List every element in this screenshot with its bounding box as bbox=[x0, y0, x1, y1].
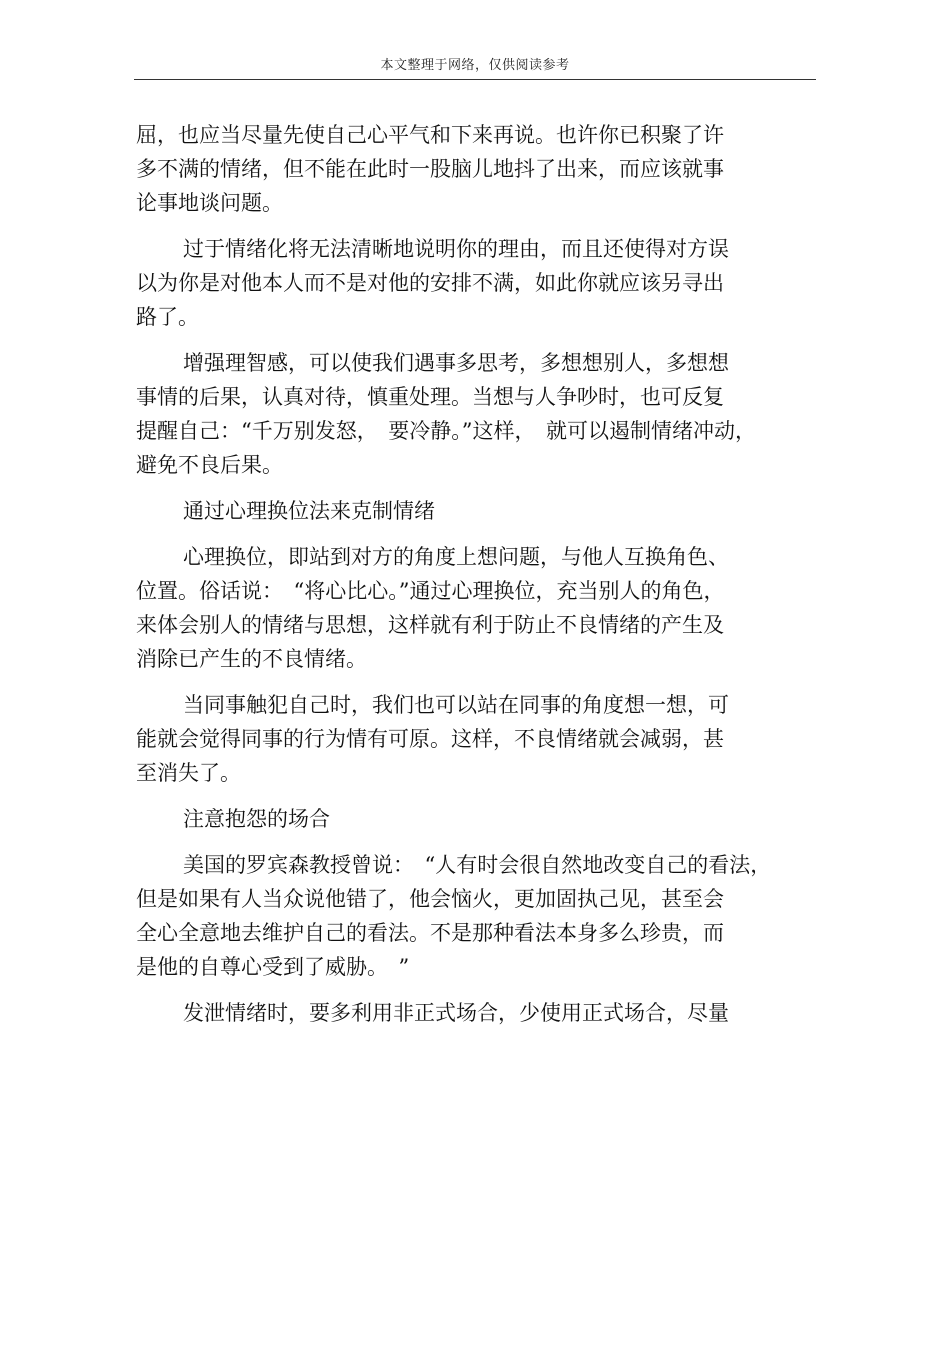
text-line: 位置。俗话说： “将心比心。”通过心理换位，充当别人的角色， bbox=[136, 579, 725, 603]
text-line: 消除已产生的不良情绪。 bbox=[136, 647, 367, 671]
text-line: 至消失了。 bbox=[136, 761, 241, 785]
text-line: 避免不良后果。 bbox=[136, 453, 283, 477]
header-divider bbox=[134, 79, 816, 80]
document-body bbox=[136, 118, 816, 1030]
text-line: 来体会别人的情绪与思想，这样就有利于防止不良情绪的产生及 bbox=[136, 613, 724, 637]
paragraph bbox=[136, 232, 816, 334]
text-line: 美国的罗宾森教授曾说： “人有时会很自然地改变自己的看法， bbox=[183, 853, 772, 877]
text-line: 屈，也应当尽量先使自己心平气和下来再说。也许你已积聚了许 bbox=[136, 123, 724, 147]
paragraph bbox=[136, 688, 816, 790]
text-line: 以为你是对他本人而不是对他的安排不满，如此你就应该另寻出 bbox=[136, 271, 724, 295]
text-line: 是他的自尊心受到了威胁。 ” bbox=[136, 955, 410, 979]
text-line: 但是如果有人当众说他错了，他会恼火，更加固执己见，甚至会 bbox=[136, 887, 724, 911]
paragraph bbox=[136, 346, 816, 482]
text-line: 心理换位，即站到对方的角度上想问题，与他人互换角色、 bbox=[183, 545, 729, 569]
section-heading bbox=[136, 802, 816, 836]
section-heading bbox=[136, 494, 816, 528]
text-line: 多不满的情绪，但不能在此时一股脑儿地抖了出来，而应该就事 bbox=[136, 157, 724, 181]
text-line: 提醒自己：“千万别发怒， 要冷静。”这样， 就可以遏制情绪冲动， bbox=[136, 419, 756, 443]
paragraph bbox=[136, 118, 816, 220]
text-line: 事情的后果，认真对待，慎重处理。当想与人争吵时，也可反复 bbox=[136, 385, 724, 409]
paragraph bbox=[136, 540, 816, 676]
text-line: 全心全意地去维护自己的看法。不是那种看法本身多么珍贵，而 bbox=[136, 921, 724, 945]
text-line: 过于情绪化将无法清晰地说明你的理由，而且还使得对方误 bbox=[183, 237, 729, 261]
paragraph bbox=[136, 996, 816, 1030]
text-line: 增强理智感，可以使我们遇事多思考，多想想别人，多想想 bbox=[183, 351, 729, 375]
text-line: 发泄情绪时，要多利用非正式场合，少使用正式场合，尽量 bbox=[183, 1001, 729, 1025]
text-line: 论事地谈问题。 bbox=[136, 191, 283, 215]
text-line: 能就会觉得同事的行为情有可原。这样，不良情绪就会减弱，甚 bbox=[136, 727, 724, 751]
paragraph bbox=[136, 848, 816, 984]
heading-text: 注意抱怨的场合 bbox=[183, 807, 330, 831]
page-header: 本文整理于网络，仅供阅读参考 bbox=[380, 58, 570, 73]
text-line: 当同事触犯自己时，我们也可以站在同事的角度想一想，可 bbox=[183, 693, 729, 717]
text-line: 路了。 bbox=[136, 305, 199, 329]
heading-text: 通过心理换位法来克制情绪 bbox=[183, 499, 435, 523]
